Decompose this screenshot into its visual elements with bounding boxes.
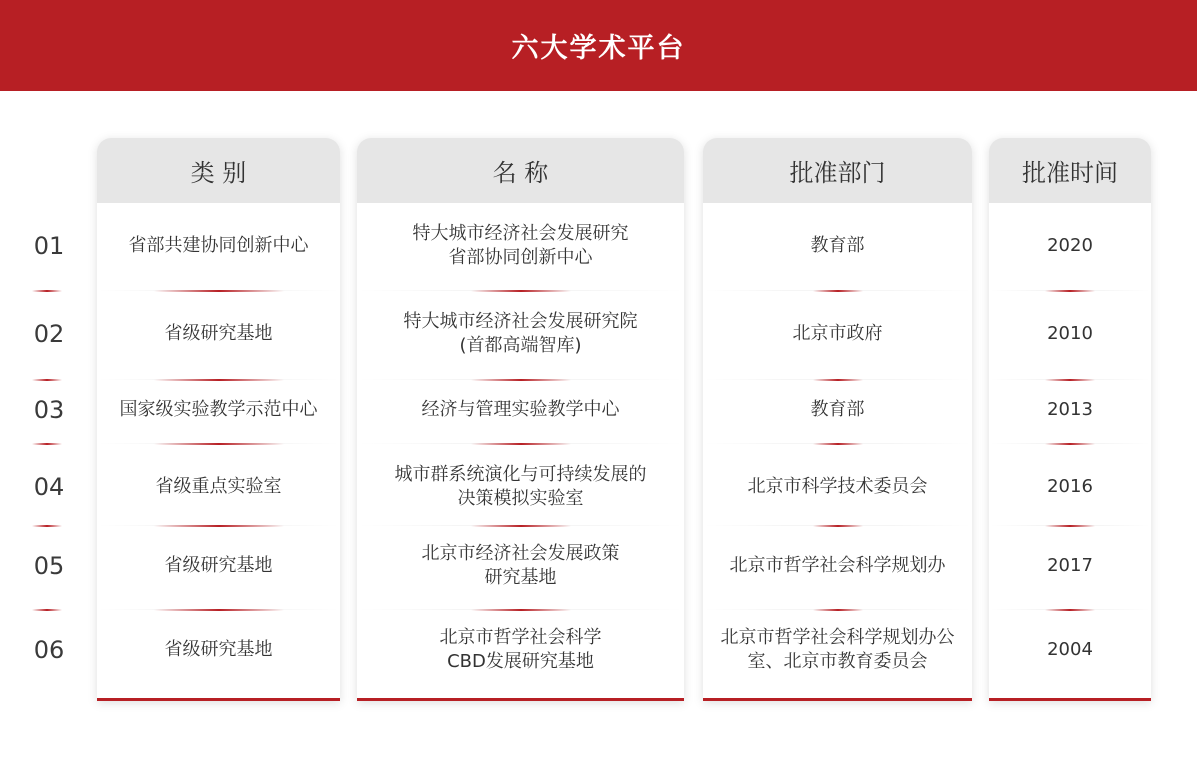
row-separator-accent	[154, 443, 284, 445]
table-cell-year: 2004	[1047, 639, 1093, 660]
table-cell-name: 特大城市经济社会发展研究院 (首都高端智库)	[403, 311, 638, 356]
column-header-dept: 批准部门	[703, 138, 972, 203]
row-separator-accent	[471, 443, 571, 445]
page-title: 六大学术平台	[511, 33, 686, 64]
row-separator-accent	[813, 609, 863, 611]
row-divider-mark	[32, 290, 62, 292]
row-separator-accent	[471, 525, 571, 527]
row-separator-accent	[154, 525, 284, 527]
row-number: 01	[33, 232, 65, 260]
table-cell-name: 特大城市经济社会发展研究 省部协同创新中心	[412, 223, 629, 268]
table-cell-category: 省级研究基地	[164, 323, 273, 344]
row-separator-accent	[813, 379, 863, 381]
category-column	[97, 138, 340, 701]
row-separator-accent	[1045, 525, 1095, 527]
row-separator-accent	[471, 290, 571, 292]
table-cell-name: 城市群系统演化与可持续发展的 决策模拟实验室	[394, 464, 647, 509]
table-cell-dept: 教育部	[810, 235, 865, 256]
name-column	[357, 138, 684, 701]
year-column	[989, 138, 1151, 701]
table-cell-year: 2017	[1047, 555, 1093, 576]
row-separator-accent	[1045, 379, 1095, 381]
table-cell-year: 2016	[1047, 476, 1093, 497]
table-cell-category: 省级研究基地	[164, 555, 273, 576]
table-cell-dept: 北京市哲学社会科学规划办	[729, 555, 946, 576]
row-number: 03	[33, 396, 65, 424]
row-separator-accent	[813, 443, 863, 445]
row-divider-mark	[32, 525, 62, 527]
table-cell-category: 国家级实验教学示范中心	[119, 399, 318, 420]
row-number: 06	[33, 636, 65, 664]
row-divider-mark	[32, 443, 62, 445]
table-cell-dept: 北京市政府	[792, 323, 883, 344]
table-cell-name: 北京市哲学社会科学 CBD发展研究基地	[439, 627, 602, 672]
table-cell-year: 2013	[1047, 399, 1093, 420]
row-number: 05	[33, 552, 65, 580]
dept-column	[703, 138, 972, 701]
table-cell-category: 省级重点实验室	[155, 476, 282, 497]
column-header-year: 批准时间	[989, 138, 1151, 203]
row-separator-accent	[1045, 609, 1095, 611]
table-cell-name: 北京市经济社会发展政策 研究基地	[421, 543, 620, 588]
table-cell-year: 2020	[1047, 235, 1093, 256]
row-separator-accent	[813, 525, 863, 527]
table-cell-category: 省部共建协同创新中心	[128, 235, 309, 256]
row-separator-accent	[154, 379, 284, 381]
row-separator-accent	[471, 609, 571, 611]
row-separator-accent	[1045, 443, 1095, 445]
row-separator-accent	[1045, 290, 1095, 292]
row-separator-accent	[154, 609, 284, 611]
row-number: 02	[33, 320, 65, 348]
table-cell-year: 2010	[1047, 323, 1093, 344]
row-separator-accent	[813, 290, 863, 292]
row-separator-accent	[154, 290, 284, 292]
title-banner	[0, 0, 1197, 91]
table-cell-dept: 北京市哲学社会科学规划办公 室、北京市教育委员会	[720, 627, 955, 672]
table-cell-name: 经济与管理实验教学中心	[421, 399, 620, 420]
table-cell-dept: 教育部	[810, 399, 865, 420]
table-cell-dept: 北京市科学技术委员会	[747, 476, 928, 497]
table-cell-category: 省级研究基地	[164, 639, 273, 660]
column-header-category: 类 别	[97, 138, 340, 203]
row-separator-accent	[471, 379, 571, 381]
row-divider-mark	[32, 609, 62, 611]
row-divider-mark	[32, 379, 62, 381]
row-number: 04	[33, 473, 65, 501]
column-header-name: 名 称	[357, 138, 684, 203]
